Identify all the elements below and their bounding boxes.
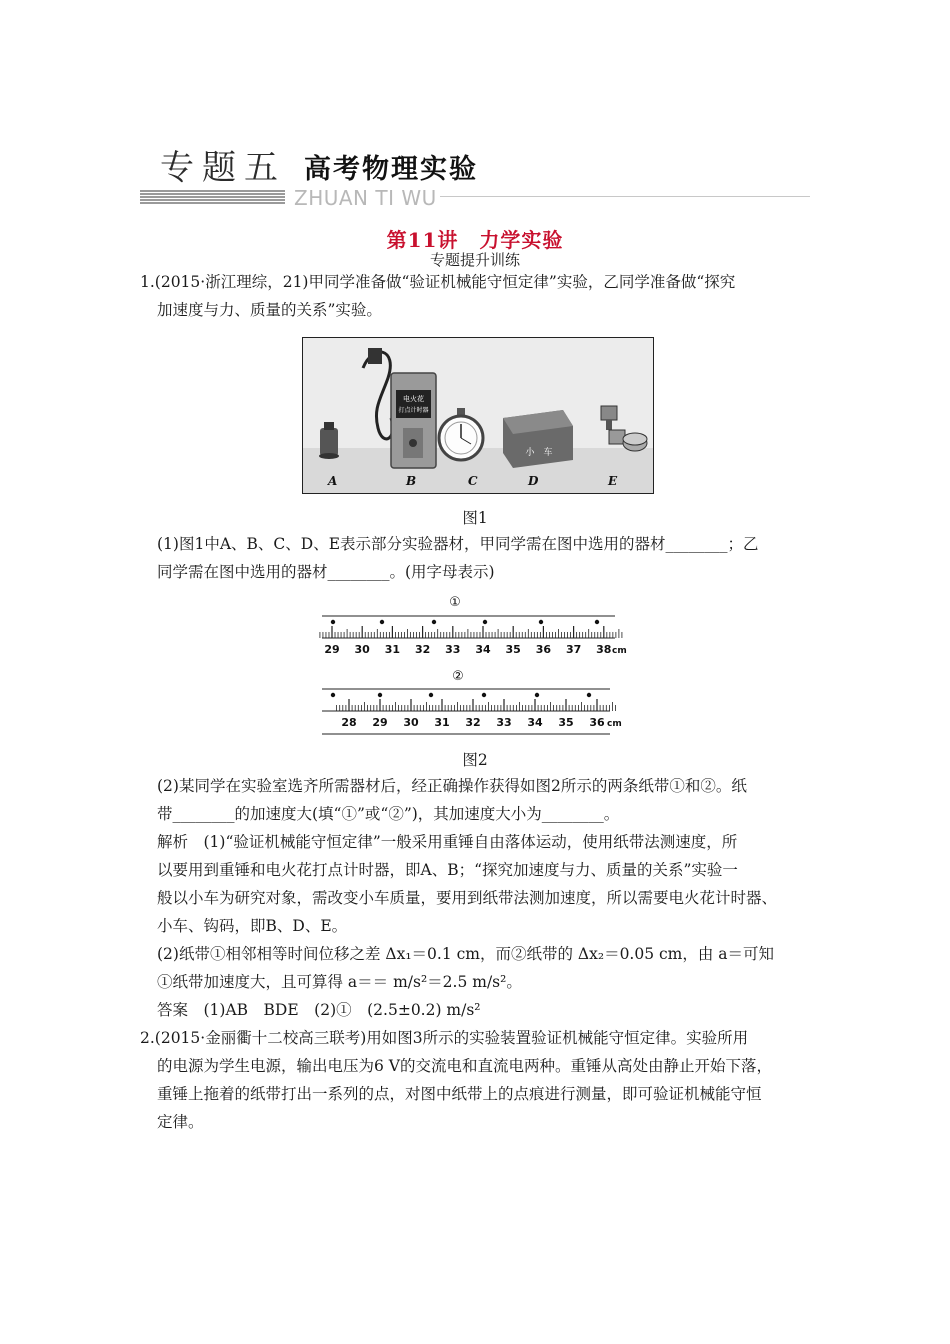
tape-2-dot bbox=[429, 693, 433, 697]
analysis-line3: 般以小车为研究对象，需改变小车质量，要用到纸带法测加速度，所以需要电火花计时器、 bbox=[157, 889, 778, 907]
tape-2-tick-label: 32 bbox=[465, 716, 481, 729]
figure-2-paper-tapes bbox=[300, 590, 640, 740]
tape-1-tick-label: 38 bbox=[596, 643, 612, 656]
tape-2-tick-label: 28 bbox=[341, 716, 357, 729]
analysis-line1: 解析 (1)“验证机械能守恒定律”一般采用重锤自由落体运动，使用纸带法测速度，所 bbox=[157, 833, 738, 851]
tape-2-tick-label: 31 bbox=[434, 716, 450, 729]
cart-label: 小 车 bbox=[525, 448, 553, 458]
answer-line: 答案 (1)AB BDE (2)① (2.5±0.2) m/s² bbox=[157, 1001, 481, 1019]
fig1-label-a: A bbox=[328, 474, 338, 488]
q1-part1-line2: 同学需在图中选用的器材________。(用字母表示) bbox=[157, 563, 495, 581]
q1-stem-line1: 1.(2015·浙江理综，21)甲同学准备做“验证机械能守恒定律”实验，乙同学准备做“探究 bbox=[140, 273, 736, 291]
fig1-label-e: E bbox=[608, 474, 618, 488]
tape-1-dot bbox=[331, 620, 335, 624]
tape-1-dot bbox=[595, 620, 599, 624]
q1-part1-line1: (1)图1中A、B、C、D、E表示部分实验器材，甲同学需在图中选用的器材________；乙 bbox=[157, 535, 759, 553]
tape-1-marker: ① bbox=[449, 595, 461, 610]
fig1-label-c: C bbox=[468, 474, 478, 488]
tape-2-tick-label: 30 bbox=[403, 716, 419, 729]
header-stripe bbox=[140, 190, 285, 204]
tape-1-tick-label: 37 bbox=[565, 643, 582, 656]
q1-part2-line1: (2)某同学在实验室选齐所需器材后，经正确操作获得如图2所示的两条纸带①和②。纸 bbox=[157, 777, 747, 795]
analysis-line2: 以要用到重锤和电火花打点计时器，即A、B；“探究加速度与力、质量的关系”实验一 bbox=[157, 861, 738, 879]
cart-D bbox=[503, 410, 573, 468]
tape-2-tick-label: 35 bbox=[558, 716, 574, 729]
q1-stem-line2: 加速度与力、质量的关系”实验。 bbox=[157, 301, 382, 319]
header-rule bbox=[440, 196, 810, 197]
tape-2-tick-label: 36 bbox=[589, 716, 605, 729]
fig1-label-d: D bbox=[528, 474, 539, 488]
tape-2-marker: ② bbox=[452, 669, 464, 684]
timer-label-2: 打点计时器 bbox=[398, 407, 429, 414]
chapter-pinyin: ZHUAN TI WU bbox=[294, 186, 437, 210]
analysis-line4: 小车、钩码，即B、D、E。 bbox=[157, 917, 348, 935]
q1-part2-line2: 带________的加速度大(填“①”或“②”)，其加速度大小为________。 bbox=[157, 805, 620, 823]
timer-label-1: 电火花 bbox=[403, 395, 424, 403]
tape-2-unit: cm bbox=[607, 719, 622, 729]
tape-1-tick-label: 32 bbox=[414, 643, 431, 656]
analysis-line6: ①纸带加速度大，且可算得 a＝＝ m/s²＝2.5 m/s²。 bbox=[157, 973, 522, 991]
tape-1-unit: cm bbox=[612, 646, 627, 656]
fig1-label-b: B bbox=[406, 474, 417, 488]
tape-2-dot bbox=[535, 693, 539, 697]
q2-stem-line4: 定律。 bbox=[157, 1113, 204, 1131]
tape-2-dot bbox=[378, 693, 382, 697]
tape-1-tick-label: 29 bbox=[324, 643, 340, 656]
tape-1-dot bbox=[432, 620, 436, 624]
tape-1-tick-label: 35 bbox=[505, 643, 521, 656]
tape-1-dot bbox=[539, 620, 543, 624]
tape-2-dot bbox=[331, 693, 335, 697]
tape-1-tick-label: 30 bbox=[354, 643, 370, 656]
tape-2-tick-label: 34 bbox=[527, 716, 543, 729]
chapter-subtitle: 高考物理实验 bbox=[304, 154, 478, 185]
tape-1-tick-label: 34 bbox=[475, 643, 491, 656]
lecture-title: 第11讲 力学实验 bbox=[386, 228, 564, 252]
equipment-illustration bbox=[303, 338, 653, 493]
tape-1-tick-label: 36 bbox=[535, 643, 552, 656]
figure-1-caption: 图1 bbox=[462, 509, 488, 527]
tape-2-tick-label: 33 bbox=[496, 716, 512, 729]
tape-1-dot bbox=[380, 620, 384, 624]
paper-tape-1 bbox=[320, 595, 627, 656]
analysis-line5: (2)纸带①相邻相等时间位移之差 Δx₁＝0.1 cm，而②纸带的 Δx₂＝0.05 cm，由 a＝可知 bbox=[157, 945, 775, 963]
tape-2-dot bbox=[587, 693, 591, 697]
tape-2-dot bbox=[482, 693, 486, 697]
paper-tape-2 bbox=[322, 669, 622, 734]
q2-stem-line3: 重锤上拖着的纸带打出一系列的点，对图中纸带上的点痕进行测量，即可验证机械能守恒 bbox=[157, 1085, 762, 1103]
tape-1-tick-label: 31 bbox=[384, 643, 401, 656]
q2-stem-line2: 的电源为学生电源，输出电压为6 V的交流电和直流电两种。重锤从高处由静止开始下落， bbox=[157, 1057, 772, 1075]
q2-stem-line1: 2.(2015·金丽衢十二校高三联考)用如图3所示的实验装置验证机械能守恒定律。实验所用 bbox=[140, 1029, 749, 1047]
chapter-title: 专题五 bbox=[160, 148, 286, 188]
figure-2-caption: 图2 bbox=[462, 751, 488, 769]
tape-1-dot bbox=[483, 620, 487, 624]
tape-1-tick-label: 33 bbox=[445, 643, 461, 656]
tape-2-tick-label: 29 bbox=[372, 716, 388, 729]
figure-1-equipment-photo bbox=[302, 337, 654, 494]
section-title: 专题提升训练 bbox=[429, 251, 520, 269]
